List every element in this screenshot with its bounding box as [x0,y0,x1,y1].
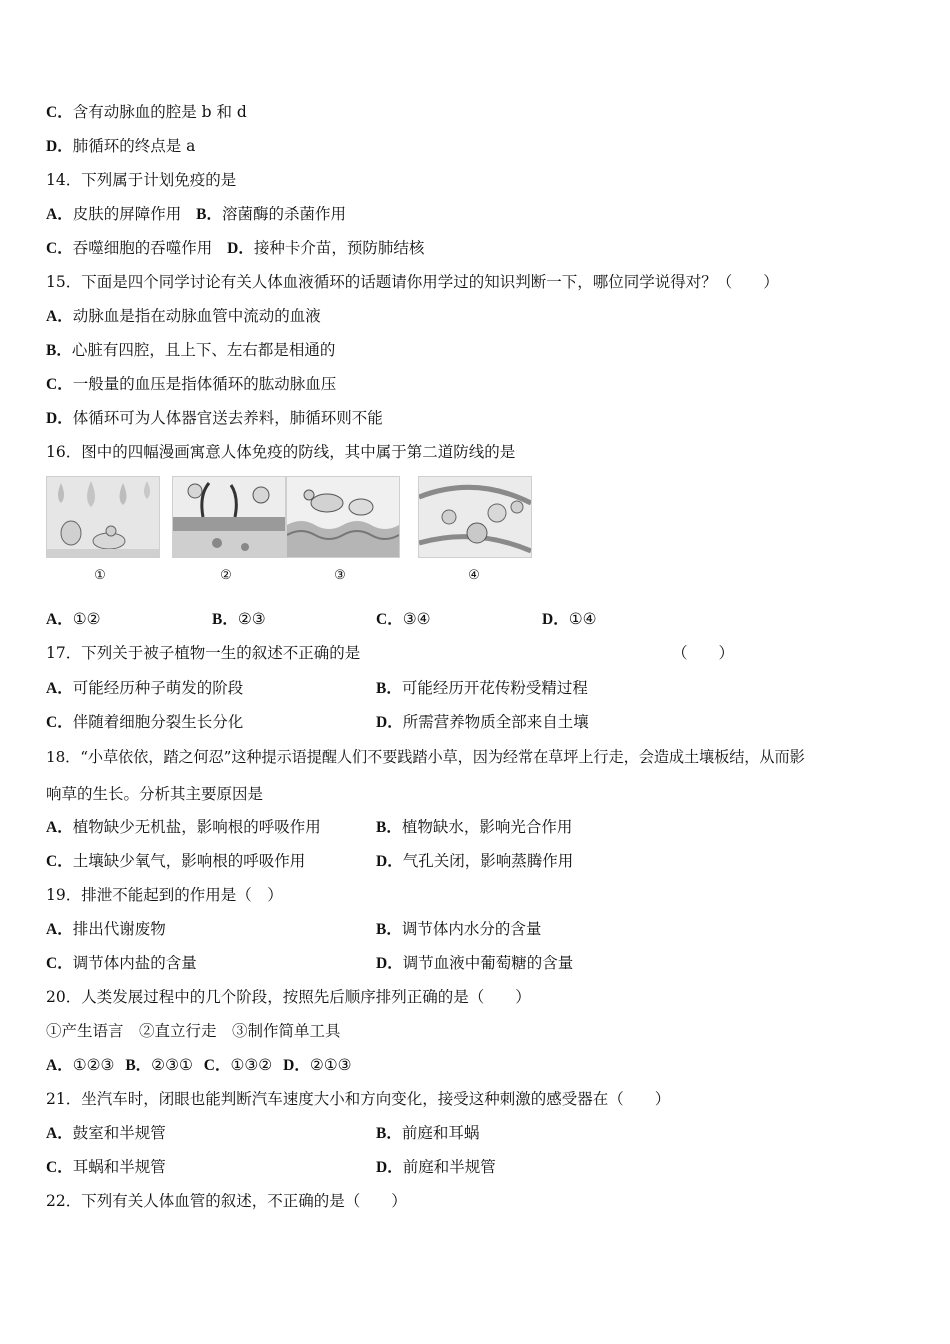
q16-stem: 16．图中的四幅漫画寓意人体免疫的防线，其中属于第二道防线的是 [46,443,516,461]
q17-options-cd: C．伴随着细胞分裂生长分化 D．所需营养物质全部来自土壤 [46,713,589,731]
q16-caption-2: ② [220,568,232,583]
q17-stem: 17．下列关于被子植物一生的叙述不正确的是 [46,644,361,662]
q16-caption-4: ④ [468,568,480,583]
cartoon-phagocyte-image [418,476,532,558]
q16-caption-1: ① [94,568,106,583]
q19-options-ab: A．排出代谢废物 B．调节体内水分的含量 [46,920,542,938]
cartoon-skin-hair-image [172,476,286,558]
q22-stem: 22．下列有关人体血管的叙述，不正确的是（ ） [46,1192,407,1210]
q21-options-cd: C．耳蜗和半规管 D．前庭和半规管 [46,1158,496,1176]
q18-options-cd: C．土壤缺少氧气，影响根的呼吸作用 D．气孔关闭，影响蒸腾作用 [46,852,574,870]
q18-options-ab: A．植物缺少无机盐，影响根的呼吸作用 B．植物缺水，影响光合作用 [46,818,573,836]
q15-option-d: D．体循环可为人体器官送去养料，肺循环则不能 [46,409,383,427]
q21-options-ab: A．鼓室和半规管 B．前庭和耳蜗 [46,1124,480,1142]
q18-stem-line-1: 18．“小草依依，踏之何忍”这种提示语提醒人们不要践踏小草，因为经常在草坪上行走，会造成土壤板结，从而影 [46,748,805,766]
q13-option-d: D．肺循环的终点是 a [46,137,196,155]
q13-option-c: C．含有动脉血的腔是 b 和 d [46,103,247,121]
q16-figure [46,476,556,586]
q16-caption-3: ③ [334,568,346,583]
cartoon-cilia-image [286,476,400,558]
q18-stem-line-2: 响草的生长。分析其主要原因是 [46,785,264,803]
q19-stem: 19．排泄不能起到的作用是（ ） [46,886,283,904]
q19-options-cd: C．调节体内盐的含量 D．调节血液中葡萄糖的含量 [46,954,574,972]
q21-stem: 21．坐汽车时，闭眼也能判断汽车速度大小和方向变化，接受这种刺激的感受器在（ ） [46,1090,671,1108]
q14-stem: 14．下列属于计划免疫的是 [46,171,237,189]
q15-option-c: C．一般量的血压是指体循环的肱动脉血压 [46,375,337,393]
q20-options: A．①②③ B．②③① C．①③② D．②①③ [46,1056,352,1074]
q14-options-cd: C．吞噬细胞的吞噬作用 D．接种卡介苗，预防肺结核 [46,239,425,257]
cartoon-skin-barrier-image [46,476,160,558]
q20-stem: 20．人类发展过程中的几个阶段，按照先后顺序排列正确的是（ ） [46,988,531,1006]
q15-option-a: A．动脉血是指在动脉血管中流动的血液 [46,307,321,325]
q14-options-ab: A．皮肤的屏障作用 B．溶菌酶的杀菌作用 [46,205,347,223]
q15-option-b: B．心脏有四腔，且上下、左右都是相通的 [46,341,336,359]
q17-answer-blank: （ ） [672,644,735,662]
q15-stem: 15．下面是四个同学讨论有关人体血液循环的话题请你用学过的知识判断一下，哪位同学说得对？（ ） [46,273,779,291]
q20-items: ①产生语言 ②直立行走 ③制作简单工具 [46,1022,341,1040]
q17-options-ab: A．可能经历种子萌发的阶段 B．可能经历开花传粉受精过程 [46,679,588,697]
